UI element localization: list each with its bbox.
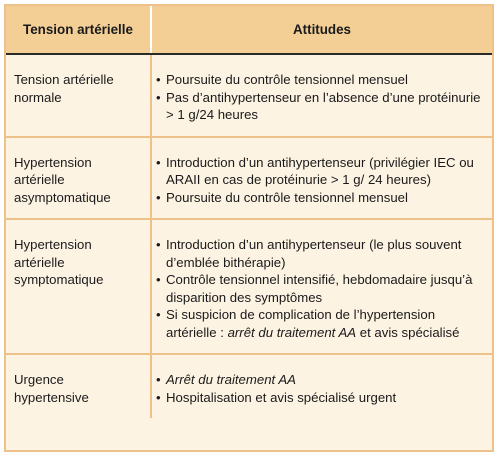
row-attitudes bbox=[151, 137, 492, 220]
row-label: Hypertension artérielle asymptomatique bbox=[6, 137, 151, 220]
row-label: Tension artérielle normale bbox=[6, 54, 151, 137]
bullet-icon: • bbox=[156, 154, 161, 170]
row-attitudes bbox=[151, 354, 492, 418]
list-item bbox=[154, 271, 482, 306]
header-tension-arterielle: Tension artérielle bbox=[6, 6, 151, 54]
list-item bbox=[154, 189, 482, 207]
row-attitudes bbox=[151, 54, 492, 137]
list-item bbox=[154, 236, 482, 271]
bullet-list bbox=[154, 71, 482, 124]
bullet-list bbox=[154, 236, 482, 341]
bullet-icon: • bbox=[156, 189, 161, 205]
list-item-text: Contrôle tensionnel intensifié, hebdomadaire jusqu’à disparition des symptômes bbox=[166, 272, 473, 305]
list-item-text: Introduction d’un antihypertenseur (privilégier IEC ou ARAII en cas de protéinurie > 1 g/ 24 heures) bbox=[166, 154, 474, 187]
header-row bbox=[6, 6, 492, 54]
list-item bbox=[154, 389, 482, 407]
row-label: Hypertension artérielle symptomatique bbox=[6, 219, 151, 354]
table-row bbox=[6, 137, 492, 220]
bullet-icon: • bbox=[156, 72, 161, 87]
list-item-text: Pas d’antihypertenseur en l’absence d’une protéinurie > 1 g/24 heures bbox=[166, 89, 481, 122]
bullet-icon: • bbox=[156, 372, 161, 387]
list-item-text: Poursuite du contrôle tensionnel mensuel bbox=[166, 72, 408, 87]
header-attitudes: Attitudes bbox=[151, 6, 492, 54]
row-label: Urgence hypertensive bbox=[6, 354, 151, 418]
list-item-text: Introduction d’un antihypertenseur (le plus souvent d’emblée bithérapie) bbox=[166, 237, 462, 270]
bullet-icon: • bbox=[156, 89, 161, 105]
list-item-text: Poursuite du contrôle tensionnel mensuel bbox=[166, 189, 408, 205]
list-item-text-after: et avis spécialisé bbox=[356, 324, 460, 340]
bullet-list bbox=[154, 371, 482, 406]
table-row bbox=[6, 54, 492, 137]
bullet-list bbox=[154, 154, 482, 207]
list-item bbox=[154, 71, 482, 89]
list-item bbox=[154, 306, 482, 341]
bullet-icon: • bbox=[156, 272, 161, 287]
list-item-text-before: Si suspicion de complication de l’hypertension artérielle : bbox=[166, 307, 436, 340]
list-item bbox=[154, 154, 482, 189]
list-item-text-italic: arrêt du traitement AA bbox=[227, 324, 357, 340]
bullet-icon: • bbox=[156, 237, 161, 252]
list-item-text: Arrêt du traitement AA bbox=[166, 372, 296, 387]
table-row bbox=[6, 219, 492, 354]
row-attitudes bbox=[151, 219, 492, 354]
bullet-icon: • bbox=[156, 389, 161, 405]
table-row bbox=[6, 354, 492, 418]
list-item bbox=[154, 371, 482, 389]
attitudes-table-frame bbox=[4, 4, 494, 452]
list-item-text: Hospitalisation et avis spécialisé urgent bbox=[166, 389, 397, 405]
attitudes-table bbox=[6, 6, 492, 418]
bullet-icon: • bbox=[156, 307, 161, 322]
list-item bbox=[154, 89, 482, 124]
